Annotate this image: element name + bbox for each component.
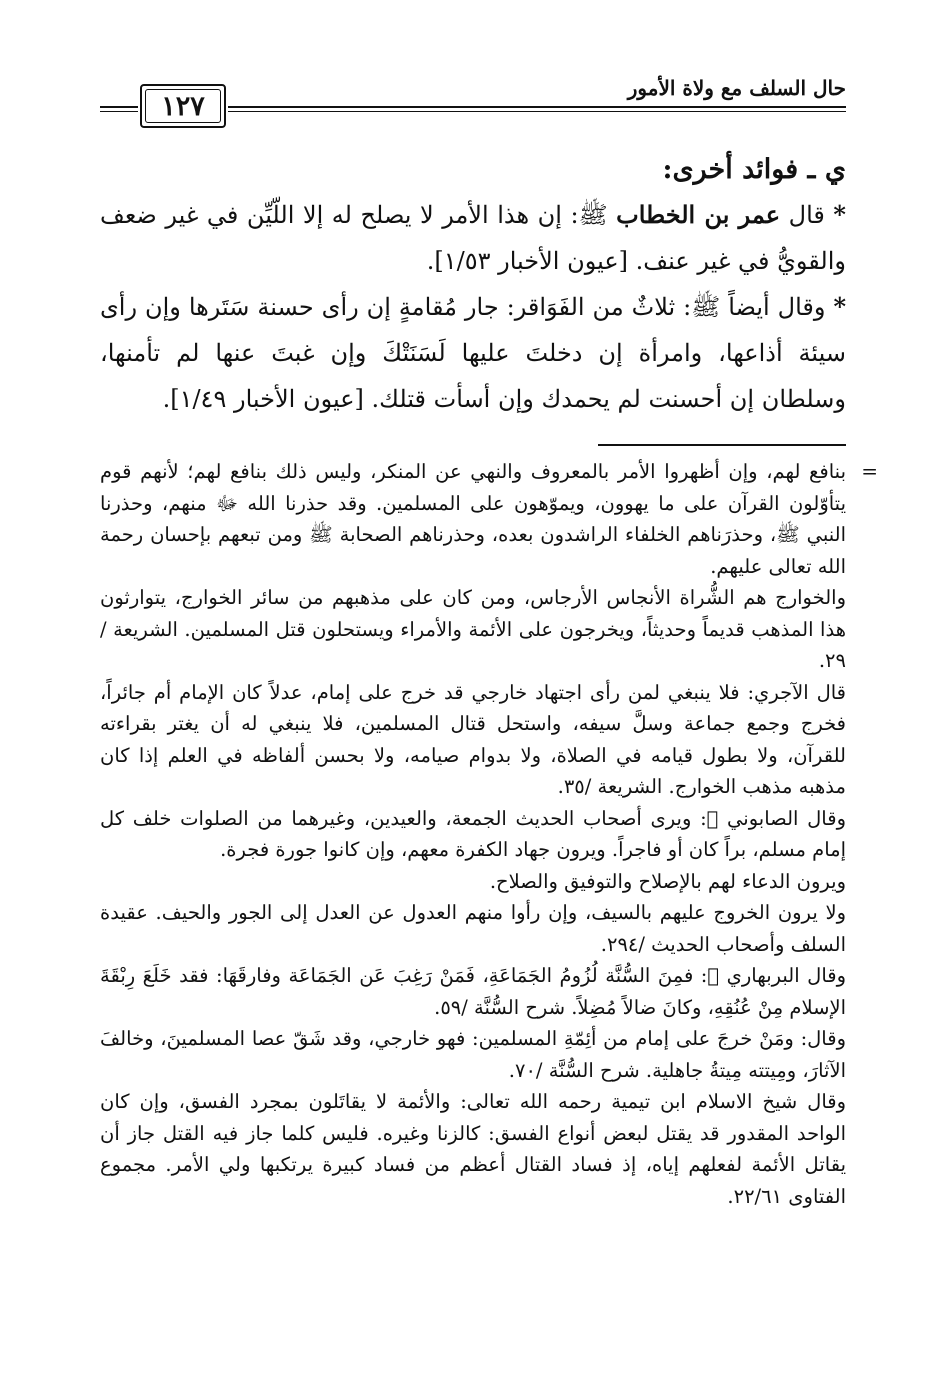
para1-text: ﷺ: إن هذا الأمر لا يصلح له إلا اللّيِّن في غير ضعف والقويُّ في غير عنف. [عيون الأخبار ١/٥٣]. <box>100 201 846 275</box>
footnote-paragraph: وقال البربهاري ﷬: فمِنَ السُّنَّة لُزُومُ الجَمَاعَةِ، فَمَنْ رَغِبَ عَن الجَمَاعَة وفارقَهَا: فقد خَلَعَ رِبْقَةَ الإسلام مِنْ عُنُقِهِ، وكانَ ضالاً مُضِلاً. شرح السُّنَّة /٥٩. <box>100 964 846 1019</box>
para2-text: وقال أيضاً ﷺ: ثلاثٌ من الفَوَاقر: جار مُقامةٍ إن رأى حسنة سَتَرها وإن رأى سيئة أذاعها، وامرأة إن دخلتَ عليها لَسَنَتْكَ وإن غبتَ عنها لم تأمنها، وسلطان إن أحسنت لم يحمدك وإن أسأت قتلك. [عيون الأخبار ١/٤٩]. <box>100 293 846 413</box>
bullet-star-icon: * <box>833 200 846 229</box>
continuation-mark: = <box>861 459 878 483</box>
paragraph-three-calamities <box>100 284 846 422</box>
footnotes <box>100 456 878 1212</box>
footnote-paragraph: وقال الصابوني ﷬: ويرى أصحاب الحديث الجمعة، والعيدين، وغيرهما من الصلوات خلف كل إمام مسلم، براً كان أو فاجراً. ويرون جهاد الكفرة معهم، وإن كانوا جورة فجرة. <box>100 806 846 861</box>
footnote-paragraph: وقال شيخ الاسلام ابن تيمية رحمه الله تعالى: والأئمة لا يقاتَلون بمجرد الفسق، وإن كان الواحد المقدور قد يقتل لبعض أنواع الفسق: كالزنا وغيره. فليس كلما جاز فيه القتل جاز أن يقاتل الأئمة لفعلهم إياه، إذ فساد القتال أعظم من فساد كبيرة يرتكبها ولي الأمر. مجموع الفتاوى ٢٢/٦١. <box>100 1090 846 1208</box>
main-text <box>100 148 846 422</box>
paragraph-umar <box>100 192 846 284</box>
bullet-star-icon: * <box>833 292 846 321</box>
running-title: حال السلف مع ولاة الأمور <box>627 76 846 100</box>
footnote-paragraph: ولا يرون الخروج عليهم بالسيف، وإن رأوا منهم العدول عن العدل إلى الجور والحيف. عقيدة السلف وأصحاب الحديث /٢٩٤. <box>100 901 846 956</box>
page-number: ١٢٧ <box>161 90 205 122</box>
person-name: عمر بن الخطاب <box>616 200 781 229</box>
footnote-paragraph: والخوارج هم الشُّراة الأنجاس الأرجاس، ومن كان على مذهبهم من سائر الخوارج، يتوارثون هذا المذهب قديماً وحديثاً، ويخرجون على الأئمة والأمراء ويستحلون قتل المسلمين. الشريعة /٢٩. <box>100 586 846 672</box>
footnote-paragraph: قال الآجري: فلا ينبغي لمن رأى اجتهاد خارجي قد خرج على إمام، عدلاً كان الإمام أم جائراً، فخرج وجمع جماعة وسلَّ سيفه، واستحل قتال المسلمين، فلا ينبغي له أن يغتر بقراءته للقرآن، ولا بطول قيامه في الصلاة، ولا بدوام صيامه، ولا بحسن ألفاظه في العلم إذا كان مذهبه مذهب الخوارج. الشريعة /٣٥. <box>100 680 846 798</box>
page-number-frame <box>140 84 226 128</box>
footnote-paragraph: ويرون الدعاء لهم بالإصلاح والتوفيق والصلاح. <box>489 869 846 893</box>
para1-lead: قال <box>788 201 825 229</box>
footnote-separator <box>598 444 846 446</box>
header-rule-left <box>100 106 138 112</box>
running-header <box>100 70 846 130</box>
section-heading: ي ـ فوائد أخرى: <box>662 154 846 185</box>
header-rule-right <box>228 106 846 112</box>
footnote-paragraph: وقال: ومَنْ خرجَ على إمام من أئِمّةِ المسلمين: فهو خارجي، وقد شَقّ عصا المسلمينَ، وخالفَ الآثارَ، ومِيتته مِيتةُ جاهلية. شرح السُّنَّة /٧٠. <box>100 1027 846 1082</box>
footnote-paragraph: بنافع لهم، وإن أظهروا الأمر بالمعروف والنهي عن المنكر، وليس ذلك بنافع لهم؛ لأنهم قوم يتأوّلون القرآن على ما يهوون، ويموّهون على المسلمين. وقد حذرنا الله ﷻ منهم، وحذرنا النبي ﷺ، وحذرَناهم الخلفاء الراشدون بعده، وحذرناهم الصحابة ﷺ ومن تبعهم بإحسان رحمة الله تعالى عليهم. <box>100 460 846 578</box>
